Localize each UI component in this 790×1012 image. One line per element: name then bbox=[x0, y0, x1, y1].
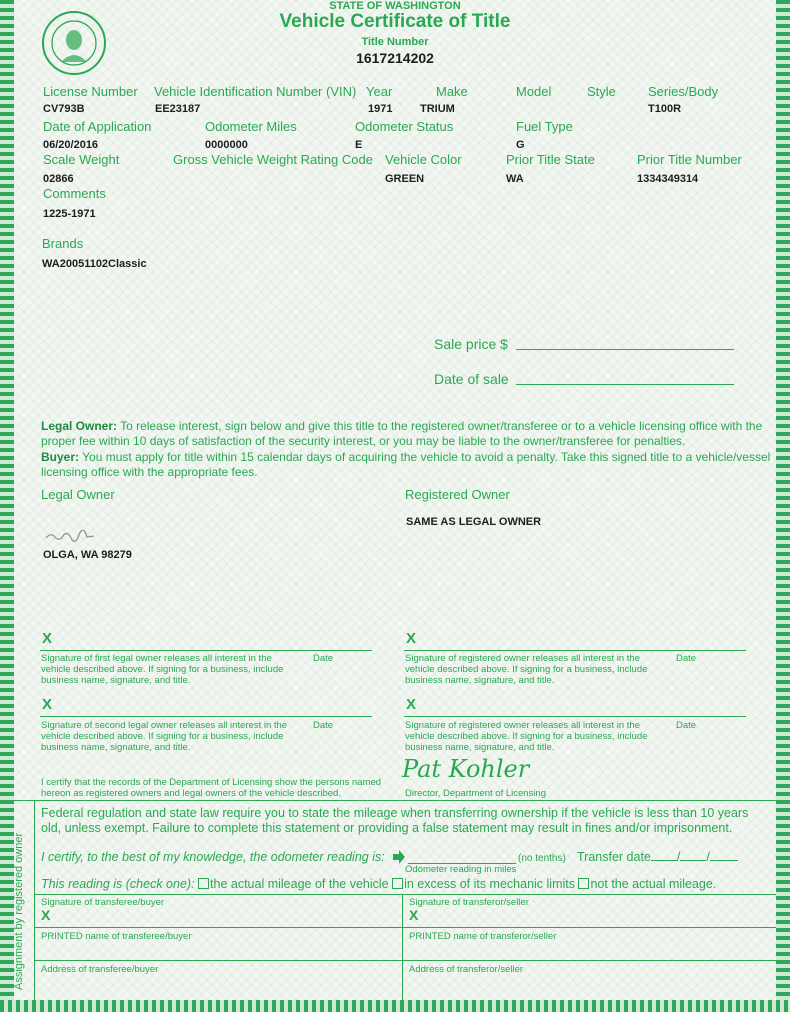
option-actual-mileage: the actual mileage of the vehicle bbox=[210, 877, 389, 891]
grid-center-rule bbox=[402, 894, 403, 1000]
no-tenths-label: (no tenths) bbox=[518, 853, 566, 864]
transferee-signature-label: Signature of transferee/buyer bbox=[41, 897, 165, 908]
model-label: Model bbox=[516, 84, 552, 99]
assignment-side-label: Assignment by registered owner bbox=[13, 832, 25, 990]
arrow-right-icon bbox=[392, 850, 406, 864]
checkbox-actual-mileage[interactable] bbox=[198, 878, 209, 889]
state-name: STATE OF WASHINGTON bbox=[329, 0, 461, 12]
x-mark-second-legal: X bbox=[42, 696, 53, 713]
registered-signature-line-1[interactable] bbox=[404, 650, 746, 651]
assignment-side-rule bbox=[34, 800, 35, 1000]
first-legal-date-label: Date bbox=[313, 653, 334, 664]
option-excess-limits: in excess of its mechanic limits bbox=[404, 877, 575, 891]
transfer-day-field[interactable] bbox=[680, 860, 706, 861]
transfer-date: Transfer date / / bbox=[577, 850, 738, 864]
sale-price-label: Sale price $ bbox=[434, 336, 508, 352]
dol-certification-text: I certify that the records of the Department of Licensing show the persons named hereon as registered owners and legal owners of the vehicle described. bbox=[41, 777, 382, 799]
make-label: Make bbox=[436, 84, 468, 99]
style-label: Style bbox=[587, 84, 616, 99]
director-signature: Pat Kohler bbox=[402, 755, 530, 783]
odometer-status-label: Odometer Status bbox=[355, 119, 454, 134]
x-mark-registered-1: X bbox=[406, 630, 417, 647]
redacted-name-mark bbox=[45, 530, 95, 542]
license-number-value: CV793B bbox=[43, 103, 85, 115]
scale-weight-label: Scale Weight bbox=[43, 152, 120, 167]
option-not-actual: not the actual mileage. bbox=[590, 877, 717, 891]
bottom-border bbox=[0, 1000, 790, 1012]
registered-signature-caption-2: Signature of registered owner releases all interest in the vehicle described above. If signing for a business, include business name, signature, and title. bbox=[405, 720, 648, 753]
vin-value: EE23187 bbox=[155, 103, 201, 115]
grid-rule-2 bbox=[34, 927, 776, 928]
transferor-signature-label: Signature of transferor/seller bbox=[409, 897, 529, 908]
second-legal-signature-caption: Signature of second legal owner releases all interest in the vehicle described above. If signing for a business, include business name, signature, and title. bbox=[41, 720, 288, 753]
checkbox-not-actual[interactable] bbox=[578, 878, 589, 889]
second-legal-signature-line[interactable] bbox=[40, 716, 372, 717]
buyer-text: You must apply for title within 15 calendar days of acquiring the vehicle to avoid a penalty. Take this signed title to a vehicle/vessel licensing office with the appropriate fees. bbox=[41, 450, 771, 479]
brands-label: Brands bbox=[42, 236, 84, 251]
fuel-type-label: Fuel Type bbox=[516, 119, 573, 134]
transferor-address-label: Address of transferor/seller bbox=[409, 964, 524, 975]
vehicle-color-label: Vehicle Color bbox=[385, 152, 462, 167]
vehicle-color-value: GREEN bbox=[385, 173, 425, 185]
date-of-application-value: 06/20/2016 bbox=[43, 139, 99, 151]
date-of-sale-label: Date of sale bbox=[434, 371, 509, 387]
transferor-printed-name-label: PRINTED name of transferor/seller bbox=[409, 931, 557, 942]
registered-signature-caption-1: Signature of registered owner releases all interest in the vehicle described above. If signing for a business, include business name, signature, and title. bbox=[405, 653, 648, 686]
series-body-value: T100R bbox=[648, 103, 682, 115]
buyer-instructions bbox=[41, 450, 776, 480]
date-of-sale-line[interactable] bbox=[516, 384, 734, 385]
registered-owner-label: Registered Owner bbox=[405, 487, 510, 502]
make-value: TRIUM bbox=[420, 103, 455, 115]
vin-label: Vehicle Identification Number (VIN) bbox=[154, 84, 357, 99]
registered-owner-value: SAME AS LEGAL OWNER bbox=[406, 516, 542, 528]
director-title: Director, Department of Licensing bbox=[405, 788, 546, 799]
x-mark-registered-2: X bbox=[406, 696, 417, 713]
date-of-application-label: Date of Application bbox=[43, 119, 152, 134]
legal-owner-instructions bbox=[41, 419, 776, 449]
legal-owner-address: OLGA, WA 98279 bbox=[43, 549, 132, 561]
federal-mileage-statement: Federal regulation and state law require you to state the mileage when transferring ownership if the vehicle is less than 10 years old, unless exempt. Failure to complete this statement or providing a false statement may result in fines and/or imprisonment. bbox=[41, 806, 749, 835]
gvwr-code-label: Gross Vehicle Weight Rating Code bbox=[173, 152, 373, 167]
scale-weight-value: 02866 bbox=[43, 173, 74, 185]
transfer-date-label: Transfer date bbox=[577, 850, 651, 864]
transfer-month-field[interactable] bbox=[651, 860, 677, 861]
fuel-type-value: G bbox=[516, 139, 525, 151]
prior-title-number-value: 1334349314 bbox=[637, 173, 699, 185]
transferee-address-label: Address of transferee/buyer bbox=[41, 964, 159, 975]
title-number-label: Title Number bbox=[361, 36, 429, 48]
left-border bbox=[0, 0, 14, 1012]
first-legal-signature-caption: Signature of first legal owner releases all interest in the vehicle described above. If signing for a business, include business name, signature, and title. bbox=[41, 653, 284, 686]
registered-date-label-2: Date bbox=[676, 720, 697, 731]
document-title: Vehicle Certificate of Title bbox=[279, 11, 511, 32]
registered-date-label-1: Date bbox=[676, 653, 697, 664]
odometer-miles-value: 0000000 bbox=[205, 139, 248, 151]
comments-label: Comments bbox=[43, 186, 106, 201]
title-number: 1617214202 bbox=[356, 50, 434, 66]
x-mark-transferor: X bbox=[409, 907, 419, 923]
license-number-label: License Number bbox=[43, 84, 138, 99]
grid-rule-3 bbox=[34, 960, 776, 961]
assignment-top-rule bbox=[14, 800, 776, 801]
year-label: Year bbox=[366, 84, 393, 99]
second-legal-date-label: Date bbox=[313, 720, 334, 731]
x-mark-transferee: X bbox=[41, 907, 51, 923]
x-mark-first-legal: X bbox=[42, 630, 53, 647]
registered-signature-line-2[interactable] bbox=[404, 716, 746, 717]
year-value: 1971 bbox=[368, 103, 393, 115]
grid-rule-1 bbox=[34, 894, 776, 895]
prior-title-number-label: Prior Title Number bbox=[637, 152, 742, 167]
checkbox-excess-limits[interactable] bbox=[392, 878, 403, 889]
series-body-label: Series/Body bbox=[648, 84, 719, 99]
reading-check-row bbox=[41, 877, 716, 891]
sale-price-line[interactable] bbox=[516, 349, 734, 350]
brands-value: WA20051102Classic bbox=[42, 258, 147, 270]
odometer-miles-label: Odometer Miles bbox=[205, 119, 297, 134]
legal-owner-text: To release interest, sign below and give this title to the registered owner/transferee or to a vehicle licensing office with the proper fee within 10 days of satisfaction of the security interest, or you may be liable to the owner/transferee for penalties. bbox=[41, 419, 763, 448]
buyer-heading: Buyer: bbox=[41, 450, 80, 464]
odometer-certify-line: I certify, to the best of my knowledge, the odometer reading is: bbox=[41, 850, 385, 864]
right-border bbox=[776, 0, 790, 1012]
comments-value: 1225-1971 bbox=[43, 208, 96, 220]
odometer-status-value: E bbox=[355, 139, 363, 151]
reading-prompt: This reading is (check one): bbox=[41, 877, 195, 891]
first-legal-signature-line[interactable] bbox=[40, 650, 372, 651]
transferee-printed-name-label: PRINTED name of transferee/buyer bbox=[41, 931, 192, 942]
transfer-year-field[interactable] bbox=[710, 860, 738, 861]
legal-owner-label: Legal Owner bbox=[41, 487, 115, 502]
prior-title-state-value: WA bbox=[506, 173, 524, 185]
odometer-reading-caption: Odometer reading in miles bbox=[405, 864, 517, 875]
legal-owner-heading: Legal Owner: bbox=[41, 419, 118, 433]
prior-title-state-label: Prior Title State bbox=[506, 152, 595, 167]
